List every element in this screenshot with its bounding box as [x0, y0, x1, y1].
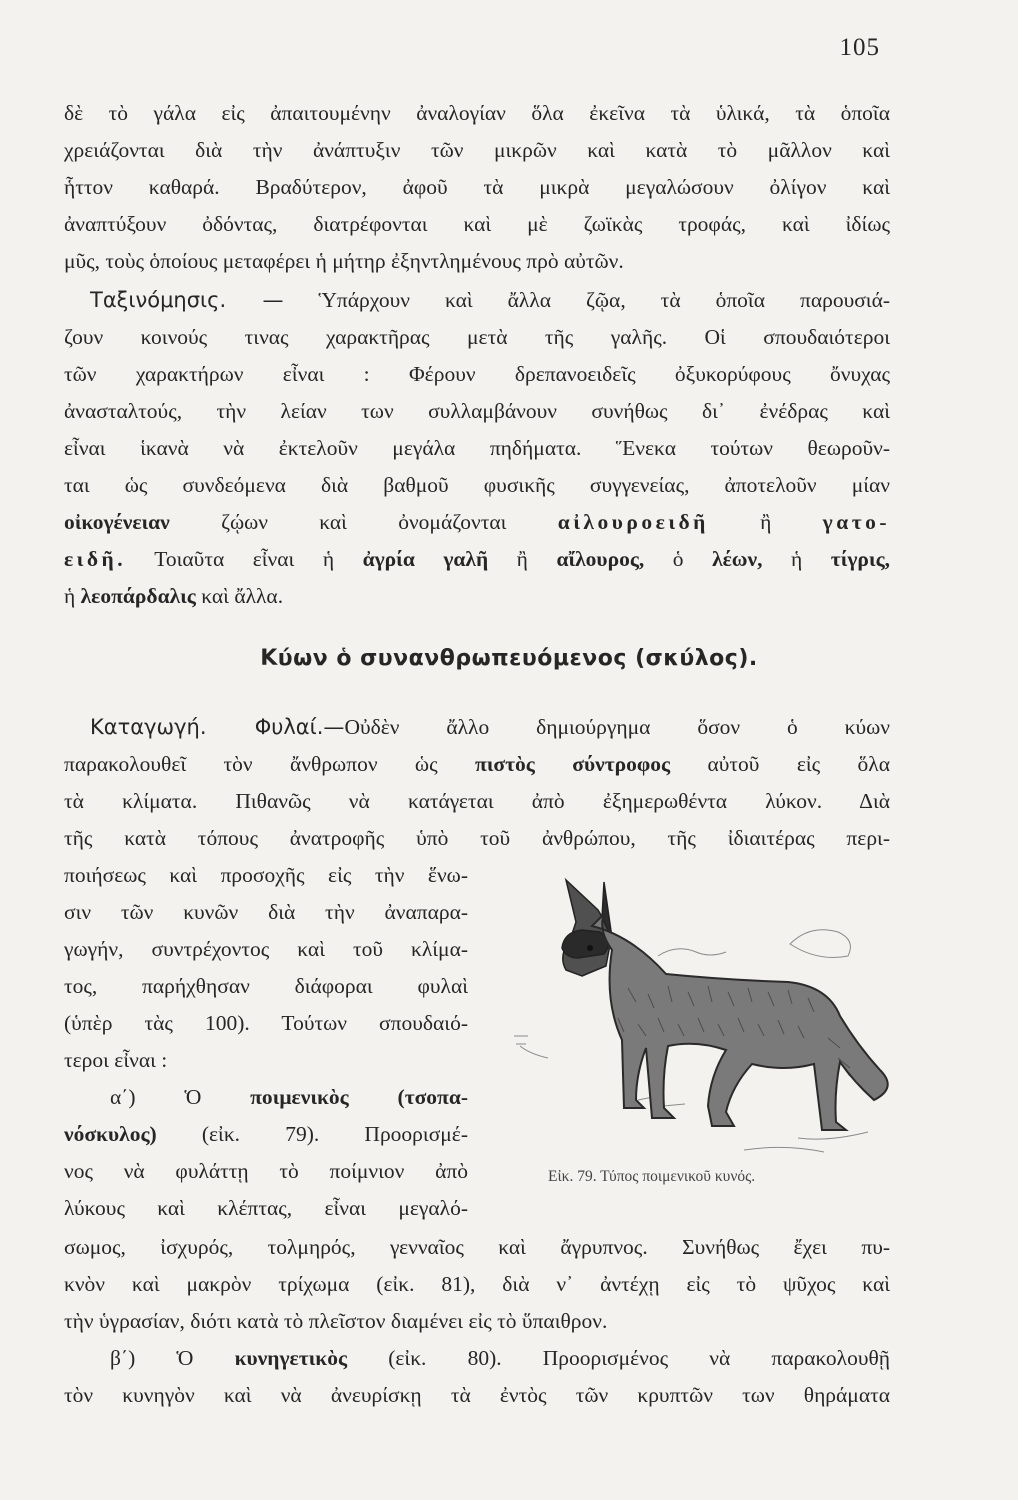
family-line [64, 507, 890, 537]
page-number: 105 [839, 34, 880, 61]
text-span: Τοιαῦτα εἶναι ἡ [154, 547, 335, 571]
text-line: μῦς, τοὺς ὁποίους μεταφέρει ἡ μήτηρ ἐξηντλημένους πρὸ αὐτῶν. [64, 249, 624, 273]
section-heading: Κύων ὁ συνανθρωπευόμενος (σκύλος). [260, 646, 758, 671]
text-span: παρακολουθεῖ τὸν ἄνθρωπον ὡς [64, 752, 438, 776]
text-line: κνὸν καὶ μακρὸν τρίχωμα (εἰκ. 81), διὰ ν᾿ ἀντέχῃ εἰς τὸ ψῦχος καὶ [64, 1272, 890, 1296]
text-span: ἢ [760, 510, 772, 534]
text-line: τὸν κυνηγὸν καὶ νὰ ἀνευρίσκῃ τὰ ἐντὸς τῶν κρυπτῶν των θηράματα [64, 1383, 890, 1407]
text-line: γωγήν, συντρέχοντος καὶ τοῦ κλίμα- [64, 937, 468, 961]
text-line: ται ὡς συνδεόμενα διὰ βαθμοῦ φυσικῆς συγγενείας, ἀποτελοῦν μίαν [64, 473, 890, 497]
figure-caption: Εἰκ. 79. Τύπος ποιμενικοῦ κυνός. [548, 1168, 756, 1185]
text-line: τῆς κατὰ τόπους ἀνατροφῆς ὑπὸ τοῦ ἀνθρώπου, τῆς ἰδιαιτέρας περι- [64, 826, 890, 850]
text-line: τὴν ὑγρασίαν, διότι κατὰ τὸ πλεῖστον διαμένει εἰς τὸ ὕπαιθρον. [64, 1309, 608, 1333]
text-line: (ὑπὲρ τὰς 100). Τούτων σπουδαιό- [64, 1011, 468, 1035]
taxonomy-label: Ταξινόμησις. — [90, 288, 284, 312]
text-line: λύκους καὶ κλέπτας, εἶναι μεγαλό- [64, 1196, 468, 1220]
text-line: ποιήσεως καὶ προσοχῆς εἰς τὴν ἕνω- [64, 863, 468, 887]
term-bold: τίγρις, [830, 547, 890, 571]
origin-line [90, 712, 890, 742]
term-bold: αἰλουροειδῆ [557, 510, 709, 534]
text-line: ζουν κοινούς τινας χαρακτῆρας μετὰ τῆς γαλῆς. Οἱ σπουδαιότεροι [64, 325, 890, 349]
text-span: ἡ [791, 547, 803, 571]
term-bold: πιστὸς σύντροφος [474, 752, 671, 776]
text-line: τεροι εἶναι : [64, 1048, 168, 1072]
term-bold: αἴλουρος, [556, 547, 645, 571]
text-span: ἡ [64, 584, 76, 608]
term-bold: νόσκυλος) [64, 1122, 157, 1146]
text-line: τῶν χαρακτήρων εἶναι : Φέρουν δρεπανοειδεῖς ὀξυκορύφους ὄνυχας [64, 362, 890, 386]
text-line: νος νὰ φυλάττῃ τὸ ποίμνιον ἀπὸ [64, 1159, 468, 1183]
text-span: καὶ ἄλλα. [201, 584, 284, 608]
text-line: τὰ κλίματα. Πιθανῶς νὰ κατάγεται ἀπὸ ἐξημερωθέντα λύκον. Διὰ [64, 789, 890, 813]
text-span: Ὑπάρχουν καὶ ἄλλα ζῷα, τὰ ὁποῖα παρουσιά- [318, 288, 890, 312]
shepherd-line [110, 1082, 468, 1112]
term-bold: γατο- [822, 510, 890, 534]
taxonomy-line [90, 285, 890, 315]
origin-label: Καταγωγή. Φυλαί.— [90, 715, 345, 739]
text-span: (εἰκ. 79). Προορισμέ- [201, 1122, 468, 1146]
hunter-line [110, 1343, 890, 1373]
text-line: ἀναπτύξουν ὀδόντας, διατρέφονται καὶ μὲ ζωϊκὰς τροφάς, καὶ ἰδίως [64, 212, 890, 236]
examples-line [64, 581, 890, 611]
term-bold: οἰκογένειαν [64, 510, 170, 534]
origin-line [64, 749, 890, 779]
text-span: αὐτοῦ εἰς ὅλα [707, 752, 890, 776]
text-span: β΄) Ὁ [110, 1346, 194, 1370]
text-span: α΄) Ὁ [110, 1085, 202, 1109]
text-line: σιν τῶν κυνῶν διὰ τὴν ἀναπαρα- [64, 900, 468, 924]
text-span: ὁ [672, 547, 684, 571]
text-span: (εἰκ. 80). Προορισμένος νὰ παρακολουθῇ [388, 1346, 890, 1370]
term-bold: λέων, [712, 547, 763, 571]
term-bold: λεοπάρδαλις [80, 584, 196, 608]
text-line: ἧττον καθαρά. Βραδύτερον, ἀφοῦ τὰ μικρὰ μεγαλώσουν ὀλίγον καὶ [64, 175, 890, 199]
text-line: χρειάζονται διὰ τὴν ἀνάπτυξιν τῶν μικρῶν καὶ κατὰ τὸ μᾶλλον καὶ [64, 138, 890, 162]
text-span: ἢ [516, 547, 528, 571]
text-line: σωμος, ἰσχυρός, τολμηρός, γενναῖος καὶ ἄγρυπνος. Συνήθως ἔχει πυ- [64, 1235, 890, 1259]
text-line: τος, παρήχθησαν διάφοραι φυλαὶ [64, 974, 468, 998]
text-span: ζῴων καὶ ὀνομάζονται [221, 510, 507, 534]
term-bold: ἀγρία γαλῆ [362, 547, 489, 571]
text-line: εἶναι ἱκανὰ νὰ ἐκτελοῦν μεγάλα πηδήματα. Ἕνεκα τούτων θεωροῦν- [64, 436, 890, 460]
term-bold: ποιμενικὸς (τσοπα- [250, 1085, 468, 1109]
dog-drawing [508, 868, 900, 1168]
term-bold: κυνηγετικὸς [234, 1346, 348, 1370]
text-line: δὲ τὸ γάλα εἰς ἀπαιτουμένην ἀναλογίαν ὅλα ἐκεῖνα τὰ ὑλικά, τὰ ὁποῖα [64, 101, 890, 125]
examples-line [64, 544, 890, 574]
shepherd-line [64, 1119, 468, 1149]
term-bold: ειδῆ. [64, 547, 127, 571]
text-line: ἀνασταλτούς, τὴν λείαν των συλλαμβάνουν συνήθως δι᾿ ἐνέδρας καὶ [64, 399, 890, 423]
text-span: Οὐδὲν ἄλλο δημιούργημα ὅσον ὁ κύων [344, 715, 890, 739]
shepherd-dog-illustration [508, 868, 900, 1168]
